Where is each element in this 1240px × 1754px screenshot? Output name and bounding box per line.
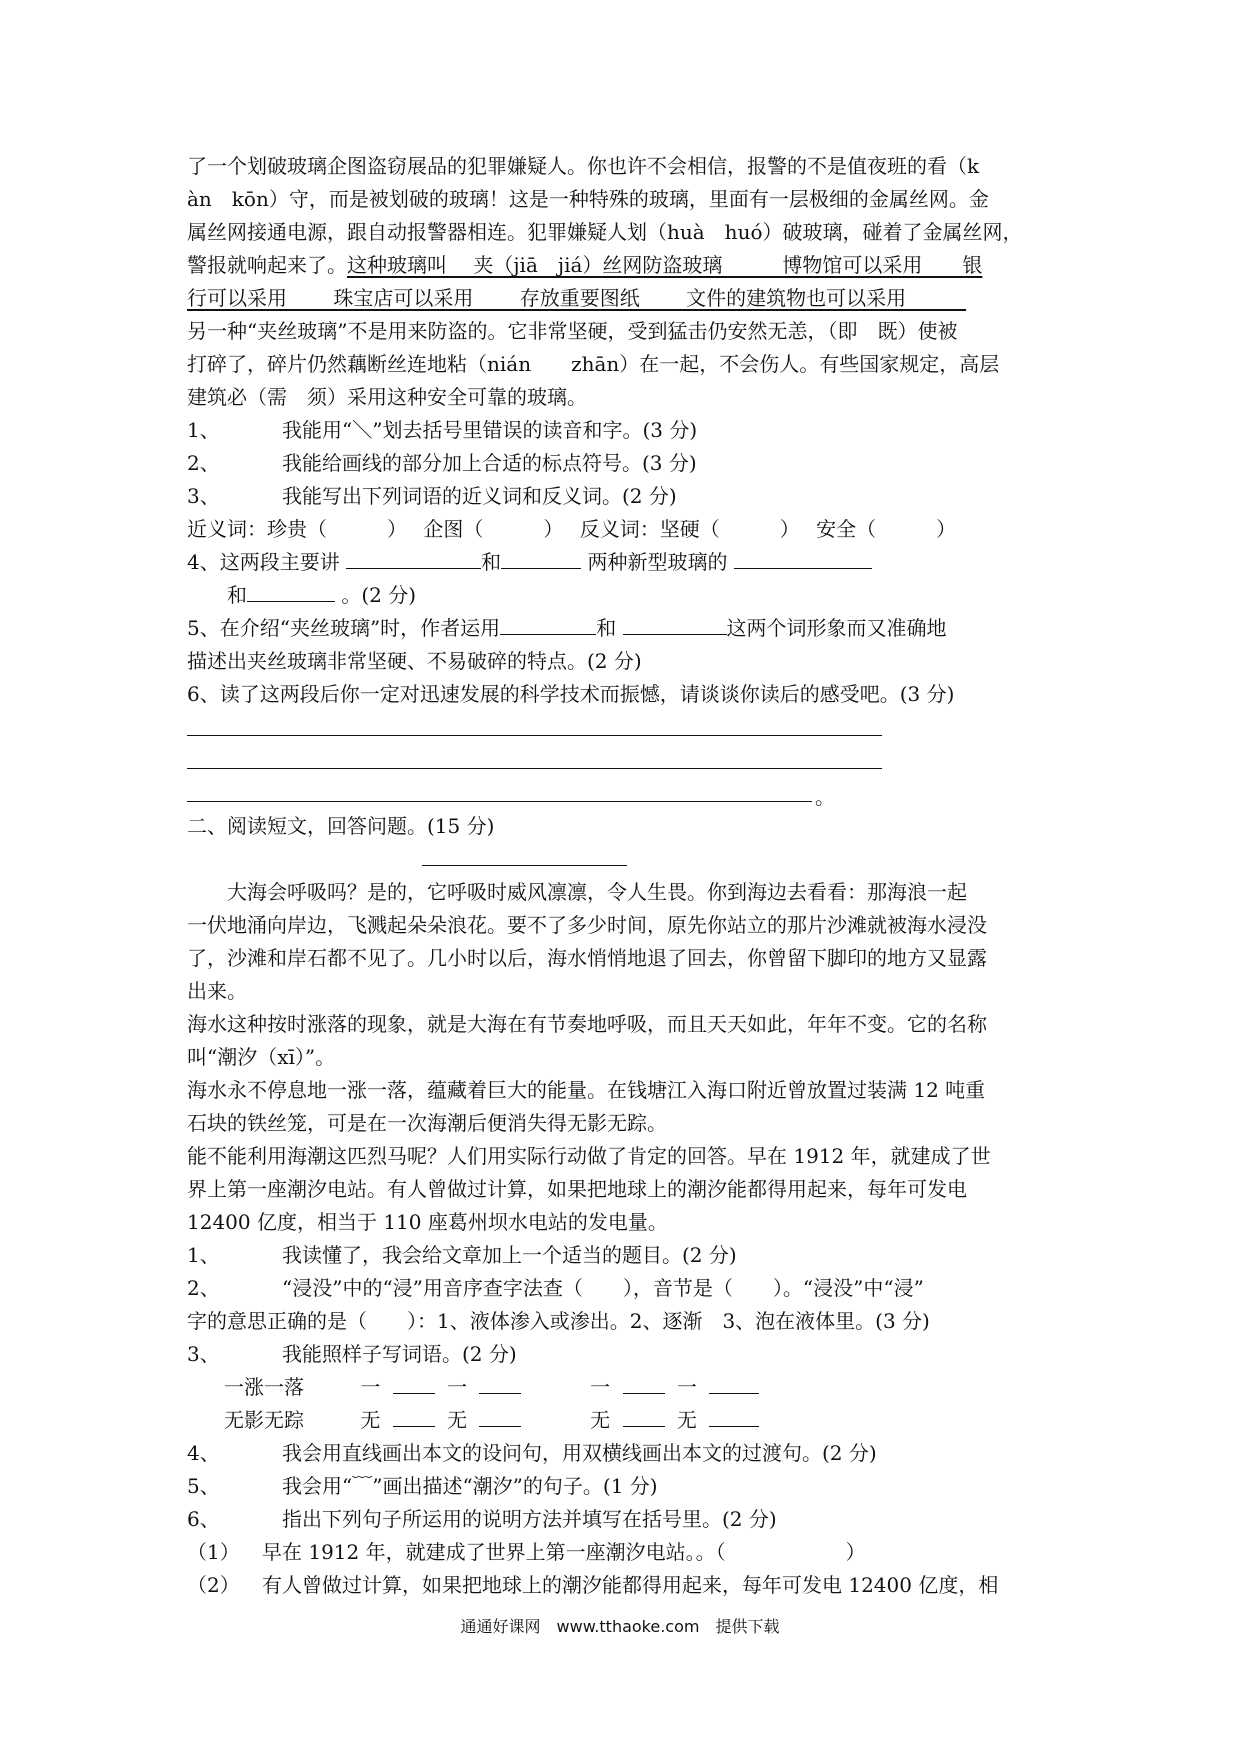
question-text: 我能照样子写词语。(2 分) (282, 1342, 517, 1366)
question-text: 和 (481, 550, 502, 574)
passage-line: 界上第一座潮汐电站。有人曾做过计算，如果把地球上的潮汐能都得用起来，每年可发电 (187, 1177, 967, 1201)
question-text: “浸没”中的“浸”用音序查字法查（ ），音节是（ ）。“浸没”中“浸” (282, 1276, 924, 1300)
fill-blank[interactable] (247, 579, 335, 602)
pattern-char: 无 (360, 1408, 381, 1432)
pattern-char: 一 (447, 1375, 468, 1399)
passage-line: 出来。 (187, 979, 247, 1003)
question-text: 。(2 分) (341, 583, 417, 607)
fill-blank[interactable] (623, 612, 727, 635)
question-2 (187, 1272, 1057, 1305)
question-3 (187, 480, 1057, 513)
fill-blank[interactable] (709, 1371, 759, 1394)
sub-question-number: （1） (187, 1540, 240, 1564)
passage-line: 能不能利用海潮这匹烈马呢？人们用实际行动做了肯定的回答。早在 1912 年，就建成了世 (187, 1144, 991, 1168)
question-6 (187, 1503, 1057, 1536)
period-mark: 。 (815, 785, 835, 809)
fill-blank[interactable] (709, 1404, 759, 1427)
question-number: 1、 (187, 418, 220, 442)
question-text: 4、这两段主要讲 (187, 550, 340, 574)
underlined-sentence: 这种玻璃叫 夹（jiā jiá）丝网防盗玻璃 博物馆可以采用 银 (347, 253, 983, 277)
question-5-cont: 描述出夹丝玻璃非常坚硬、不易破碎的特点。(2 分) (187, 649, 642, 673)
passage-line: 另一种“夹丝玻璃”不是用来防盗的。它非常坚硬，受到猛击仍安然无恙，（即 既）使被 (187, 319, 958, 343)
question-number: 1、 (187, 1243, 220, 1267)
passage-line (187, 282, 1057, 315)
fill-blank[interactable] (734, 546, 872, 569)
passage-line: 打碎了，碎片仍然藕断丝连地粘（nián zhān）在一起，不会伤人。有些国家规定，高层 (187, 352, 1000, 376)
passage-line: 12400 亿度，相当于 110 座葛州坝水电站的发电量。 (187, 1210, 668, 1234)
passage-line: àn kōn）守，而是被划破的玻璃！这是一种特殊的玻璃，里面有一层极细的金属丝网。金 (187, 187, 989, 211)
question-text: 我能用“＼”划去括号里错误的读音和字。(3 分) (282, 418, 698, 442)
passage-line: 海水这种按时涨落的现象，就是大海在有节奏地呼吸，而且天天如此，年年不变。它的名称 (187, 1012, 987, 1036)
question-1 (187, 414, 1057, 447)
question-4-cont (187, 579, 1057, 612)
question-2-cont: 字的意思正确的是（ ）：1、液体渗入或渗出。2、逐渐 3、泡在液体里。(3 分) (187, 1309, 930, 1333)
pattern-char: 一 (676, 1375, 697, 1399)
passage-line: 叫“潮汐（xī）”。 (187, 1045, 336, 1069)
question-text: 我会用直线画出本文的设问句，用双横线画出本文的过渡句。(2 分) (282, 1441, 877, 1465)
passage-line (187, 249, 1057, 282)
question-text: 两种新型玻璃的 (587, 550, 728, 574)
title-blank[interactable] (187, 843, 1057, 876)
passage-line: 建筑必（需 须）采用这种安全可靠的玻璃。 (187, 385, 587, 409)
question-text: 我能写出下列词语的近义词和反义词。(2 分) (282, 484, 677, 508)
pattern-char: 无 (590, 1408, 611, 1432)
fill-blank[interactable] (346, 546, 481, 569)
answer-line[interactable] (187, 777, 1057, 810)
question-text: 和 (227, 583, 247, 607)
question-5 (187, 1470, 1057, 1503)
question-number: 4、 (187, 1441, 220, 1465)
question-text: 我读懂了，我会给文章加上一个适当的题目。(2 分) (282, 1243, 737, 1267)
fill-blank[interactable] (501, 546, 581, 569)
question-6: 6、读了这两段后你一定对迅速发展的科学技术而振憾，请谈谈你读后的感受吧。(3 分) (187, 682, 955, 706)
passage-line: 属丝网接通电源，跟自动报警器相连。犯罪嫌疑人划（huà huó）破玻璃，碰着了金属丝网， (187, 220, 1023, 244)
answer-line[interactable] (187, 744, 1057, 777)
passage-line: 石块的铁丝笼，可是在一次海潮后便消失得无影无踪。 (187, 1111, 667, 1135)
sub-question-number: （2） (187, 1573, 240, 1597)
question-text: 指出下列句子所运用的说明方法并填写在括号里。(2 分) (282, 1507, 777, 1531)
question-2 (187, 447, 1057, 480)
example-word: 无影无踪 (224, 1408, 304, 1432)
synonym-antonym-row: 近义词：珍贵（ ） 企图（ ） 反义词：坚硬（ ） 安全（ ） (187, 517, 957, 541)
question-number: 6、 (187, 1507, 220, 1531)
fill-blank[interactable] (479, 1371, 521, 1394)
question-text: 我会用“﹋”画出描述“潮汐”的句子。(1 分) (282, 1474, 658, 1498)
question-text: 这两个词形象而又准确地 (726, 616, 947, 640)
answer-line[interactable] (187, 711, 1057, 744)
fill-blank[interactable] (393, 1404, 435, 1427)
sub-question-text: 有人曾做过计算，如果把地球上的潮汐能都得用起来，每年可发电 12400 亿度，相 (262, 1573, 999, 1597)
section-heading: 二、阅读短文，回答问题。(15 分) (187, 814, 495, 838)
worksheet-page (187, 150, 1057, 1602)
question-number: 2、 (187, 1276, 220, 1300)
underlined-sentence: 行可以采用 珠宝店可以采用 存放重要图纸 文件的建筑物也可以采用 (187, 286, 967, 310)
question-text: 和 (596, 616, 617, 640)
page-footer: 通通好课网 www.tthaoke.com 提供下载 (460, 1617, 780, 1636)
question-3 (187, 1338, 1057, 1371)
sub-question-1 (187, 1536, 1057, 1569)
fill-blank[interactable] (623, 1371, 665, 1394)
word-pattern-row (187, 1371, 1057, 1404)
example-word: 一涨一落 (224, 1375, 304, 1399)
question-number: 5、 (187, 1474, 220, 1498)
pattern-char: 无 (676, 1408, 697, 1432)
passage-line: 了一个划破玻璃企图盗窃展品的犯罪嫌疑人。你也许不会相信，报警的不是值夜班的看（k (187, 154, 980, 178)
fill-blank[interactable] (393, 1371, 435, 1394)
passage-line: 一伏地涌向岸边，飞溅起朵朵浪花。要不了多少时间，原先你站立的那片沙滩就被海水浸没 (187, 913, 987, 937)
question-number: 3、 (187, 1342, 220, 1366)
pattern-char: 一 (590, 1375, 611, 1399)
word-pattern-row (187, 1404, 1057, 1437)
question-4 (187, 1437, 1057, 1470)
passage-line: 了，沙滩和岸石都不见了。几小时以后，海水悄悄地退了回去，你曾留下脚印的地方又显露 (187, 946, 987, 970)
question-1 (187, 1239, 1057, 1272)
sub-question-text: 早在 1912 年，就建成了世界上第一座潮汐电站。。（ ） (262, 1540, 866, 1564)
question-number: 3、 (187, 484, 220, 508)
passage-text: 警报就响起来了。 (187, 253, 347, 277)
fill-blank[interactable] (623, 1404, 665, 1427)
passage-line: 大海会呼吸吗？是的，它呼吸时威风凛凛，令人生畏。你到海边去看看：那海浪一起 (227, 880, 967, 904)
passage-line: 海水永不停息地一涨一落，蕴藏着巨大的能量。在钱塘江入海口附近曾放置过装满 12 吨重 (187, 1078, 986, 1102)
pattern-char: 一 (360, 1375, 381, 1399)
question-number: 2、 (187, 451, 220, 475)
pattern-char: 无 (447, 1408, 468, 1432)
question-text: 我能给画线的部分加上合适的标点符号。(3 分) (282, 451, 697, 475)
fill-blank[interactable] (500, 612, 596, 635)
question-text: 5、在介绍“夹丝玻璃”时，作者运用 (187, 616, 501, 640)
question-5 (187, 612, 1057, 645)
question-4 (187, 546, 1057, 579)
fill-blank[interactable] (479, 1404, 521, 1427)
sub-question-2 (187, 1569, 1057, 1602)
